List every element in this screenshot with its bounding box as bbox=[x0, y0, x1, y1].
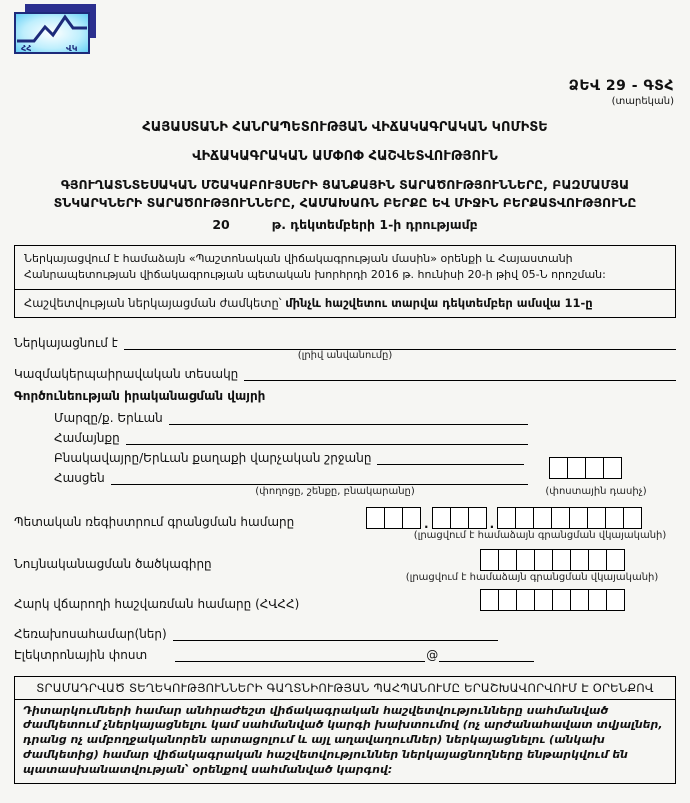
report-type-title: ՎԻՃԱԿԱԳՐԱԿԱՆ ԱՄՓՈՓ ՀԱՇՎԵՏՎՈՒԹՅՈՒՆ bbox=[192, 149, 498, 164]
postal-code-boxes bbox=[549, 457, 622, 479]
email-local-input-line[interactable] bbox=[175, 646, 425, 662]
code-box-cell[interactable] bbox=[498, 549, 517, 571]
state-register-row bbox=[14, 507, 676, 529]
code-box-cell[interactable] bbox=[551, 507, 570, 529]
code-box-cell[interactable] bbox=[432, 507, 451, 529]
code-box-cell[interactable] bbox=[533, 507, 552, 529]
email-domain-input-line[interactable] bbox=[439, 646, 534, 662]
form-code: ՁԵՎ 29 - ԳՏՀ bbox=[568, 78, 674, 94]
date-suffix: թ. դեկտեմբերի 1-ի դրությամբ bbox=[271, 216, 478, 232]
address-input-line[interactable] bbox=[111, 469, 528, 485]
code-box-cell[interactable] bbox=[588, 549, 607, 571]
code-box-cell[interactable] bbox=[468, 507, 487, 529]
register-caption: (լրացվում է համաձայն գրանցման վկայականի) bbox=[413, 529, 667, 541]
state-register-boxes bbox=[366, 507, 642, 529]
year-prefix: 20 bbox=[212, 216, 230, 232]
code-box-cell[interactable] bbox=[497, 507, 516, 529]
legal-form-row bbox=[14, 363, 676, 381]
code-box-cell[interactable] bbox=[552, 549, 571, 571]
deadline-box bbox=[14, 289, 676, 318]
code-box-cell[interactable] bbox=[569, 507, 588, 529]
presented-by-label: Ներկայացնում է bbox=[14, 335, 118, 350]
activity-location-heading: Գործունեության իրականացման վայրի bbox=[14, 388, 266, 403]
settlement-label: Բնակավայրը/Երևան քաղաքի վարչական շրջանը bbox=[54, 450, 372, 465]
email-label: Էլեկտրոնային փոստ bbox=[14, 647, 148, 662]
code-box-group bbox=[366, 507, 421, 529]
code-box-cell[interactable] bbox=[534, 589, 553, 611]
form-header bbox=[14, 4, 676, 112]
code-box-cell[interactable] bbox=[587, 507, 606, 529]
code-box-group bbox=[497, 507, 642, 529]
code-box-cell[interactable] bbox=[606, 549, 625, 571]
code-box-cell[interactable] bbox=[552, 589, 571, 611]
address-caption: (փողոցը, շենքը, բնակարանը) bbox=[255, 485, 415, 497]
region-input-line[interactable] bbox=[169, 409, 528, 425]
report-subject-title: ԳՅՈՒՂԱՏՆՏԵՍԱԿԱՆ ՄՇԱԿԱԲՈՒՅՍԵՐԻ ՑԱՆՔԱՅԻՆ ՏԱՐԱԾՈՒԹՅՈՒՆՆԵՐԸ, ԲԱԶՄԱՄՅԱ ՏՆԿԱՐԿՆԵՐԻ ՏԱՐԱԾՈՒԹՅՈՒՆՆԵՐԸ, ՀԱՄԱԽԱՌՆ ԲԵՐՔԸ ԵՎ ՄԻՋԻՆ ԲԵՐՔԱՏՎՈՒԹՅՈՒՆԸ bbox=[53, 177, 637, 210]
code-box-cell[interactable] bbox=[402, 507, 421, 529]
code-box-cell[interactable] bbox=[623, 507, 642, 529]
community-label: Համայնքը bbox=[54, 430, 120, 445]
email-at-sign: @ bbox=[426, 647, 439, 662]
phone-row bbox=[14, 623, 676, 641]
code-box-cell[interactable] bbox=[549, 457, 568, 479]
id-code-caption: (լրացվում է համաձայն գրանցման վկայականի) bbox=[405, 571, 659, 583]
phone-input-line[interactable] bbox=[173, 625, 498, 641]
code-box-cell[interactable] bbox=[480, 589, 499, 611]
code-box-cell[interactable] bbox=[480, 549, 499, 571]
phone-label: Հեռախոսահամար(ներ) bbox=[14, 626, 167, 641]
code-box-cell[interactable] bbox=[498, 589, 517, 611]
form-code-block bbox=[569, 78, 674, 107]
deadline-label: Հաշվետվության ներկայացման ժամկետը՝ bbox=[24, 295, 282, 310]
form-periodicity: (տարեկան) bbox=[611, 96, 674, 107]
legal-form-label: Կազմակերպաիրավական տեսակը bbox=[14, 366, 239, 381]
address-row bbox=[54, 467, 528, 485]
logo-text-right: ՎԿ bbox=[66, 44, 78, 53]
code-box-cell[interactable] bbox=[588, 589, 607, 611]
id-code-row bbox=[14, 549, 676, 571]
confidentiality-header: ՏՐԱՄԱԴՐՎԱԾ ՏԵՂԵԿՈՒԹՅՈՒՆՆԵՐԻ ԳԱՂՏՆԻՈՒԹՅԱՆ ՊԱՀՊԱՆՈՒՄԸ ԵՐԱՇԽԱՎՈՐՎՈՒՄ Է ՕՐԵՆՔՈՎ bbox=[15, 677, 675, 700]
committee-title: ՀԱՅԱՍՏԱՆԻ ՀԱՆՐԱՊԵՏՈՒԹՅԱՆ ՎԻՃԱԿԱԳՐԱԿԱՆ ԿՈՄԻՏԵ bbox=[142, 120, 548, 135]
code-box-cell[interactable] bbox=[516, 549, 535, 571]
id-code-label: Նույնականացման ծածկագիրը bbox=[14, 556, 212, 571]
tin-row bbox=[14, 589, 676, 611]
tin-boxes bbox=[480, 589, 625, 611]
confidentiality-text: Դիտարկումների համար անհրաժեշտ վիճակագրական հաշվետվությունները սահմանված ժամկետում չներկայացնելու կամ սահմանված կարգի խախտումով (ոչ արժանահավատ տվյալներ, դրանց ոչ ամբողջականորեն արտացոլում և այլ աղավաղումներ) ներկայացնելու (անկախ ժամկետից) համար վիճակագրական հաշվետվություններ ներկայացնողները ենթարկվում են պատասխանատվության՝ օրենքով սահմանված կարգով: bbox=[23, 703, 663, 776]
armstat-logo-icon bbox=[14, 4, 98, 56]
code-box-cell[interactable] bbox=[605, 507, 624, 529]
presented-by-input-line[interactable] bbox=[124, 334, 676, 350]
logo-text-left: ՀՀ bbox=[21, 44, 32, 53]
code-box-cell[interactable] bbox=[606, 589, 625, 611]
address-captions-row bbox=[14, 486, 676, 497]
code-box-cell[interactable] bbox=[450, 507, 469, 529]
email-row bbox=[14, 644, 676, 662]
code-box-cell[interactable] bbox=[534, 549, 553, 571]
code-box-cell[interactable] bbox=[567, 457, 586, 479]
settlement-input-line[interactable] bbox=[377, 449, 524, 465]
code-box-cell[interactable] bbox=[515, 507, 534, 529]
legal-basis-text: Ներկայացվում է համաձայն «Պաշտոնական վիճակագրության մասին» օրենքի և Հայաստանի Հանրապետության վիճակագրության պետական խորհրդի 2016 թ. հունիսի 20-ի թիվ 05-Ն որոշման: bbox=[24, 251, 606, 281]
code-box-cell[interactable] bbox=[570, 549, 589, 571]
code-box-cell[interactable] bbox=[570, 589, 589, 611]
code-box-cell[interactable] bbox=[384, 507, 403, 529]
confidentiality-box bbox=[14, 676, 676, 785]
region-row bbox=[54, 407, 528, 425]
deadline-value: մինչև հաշվետու տարվա դեկտեմբեր ամսվա 11-ը bbox=[285, 295, 593, 310]
code-box-cell[interactable] bbox=[366, 507, 385, 529]
settlement-row bbox=[54, 447, 524, 465]
group-separator-dot: . bbox=[424, 516, 429, 531]
armstat-logo bbox=[14, 4, 98, 56]
full-name-caption: (լրիվ անվանումը) bbox=[297, 349, 393, 361]
state-register-label: Պետական ռեգիստրում գրանցման համարը bbox=[14, 514, 295, 529]
code-box-cell[interactable] bbox=[516, 589, 535, 611]
group-separator-dot: . bbox=[489, 516, 495, 531]
tin-label: Հարկ վճարողի հաշվառման համարը (ՀՎՀՀ) bbox=[14, 596, 300, 611]
community-input-line[interactable] bbox=[126, 429, 528, 445]
community-row bbox=[54, 427, 528, 445]
report-date-line bbox=[14, 217, 676, 232]
id-code-boxes bbox=[480, 549, 625, 571]
code-box-group bbox=[432, 507, 487, 529]
address-label: Հասցեն bbox=[54, 470, 105, 485]
code-box-cell[interactable] bbox=[603, 457, 622, 479]
presented-by-row bbox=[14, 332, 676, 350]
legal-basis-box bbox=[14, 245, 676, 290]
legal-form-input-line[interactable] bbox=[244, 365, 676, 381]
region-label: Մարզը/ք. Երևան bbox=[54, 410, 163, 425]
postal-caption: (փոստային դասիչ) bbox=[545, 485, 647, 497]
code-box-cell[interactable] bbox=[585, 457, 604, 479]
